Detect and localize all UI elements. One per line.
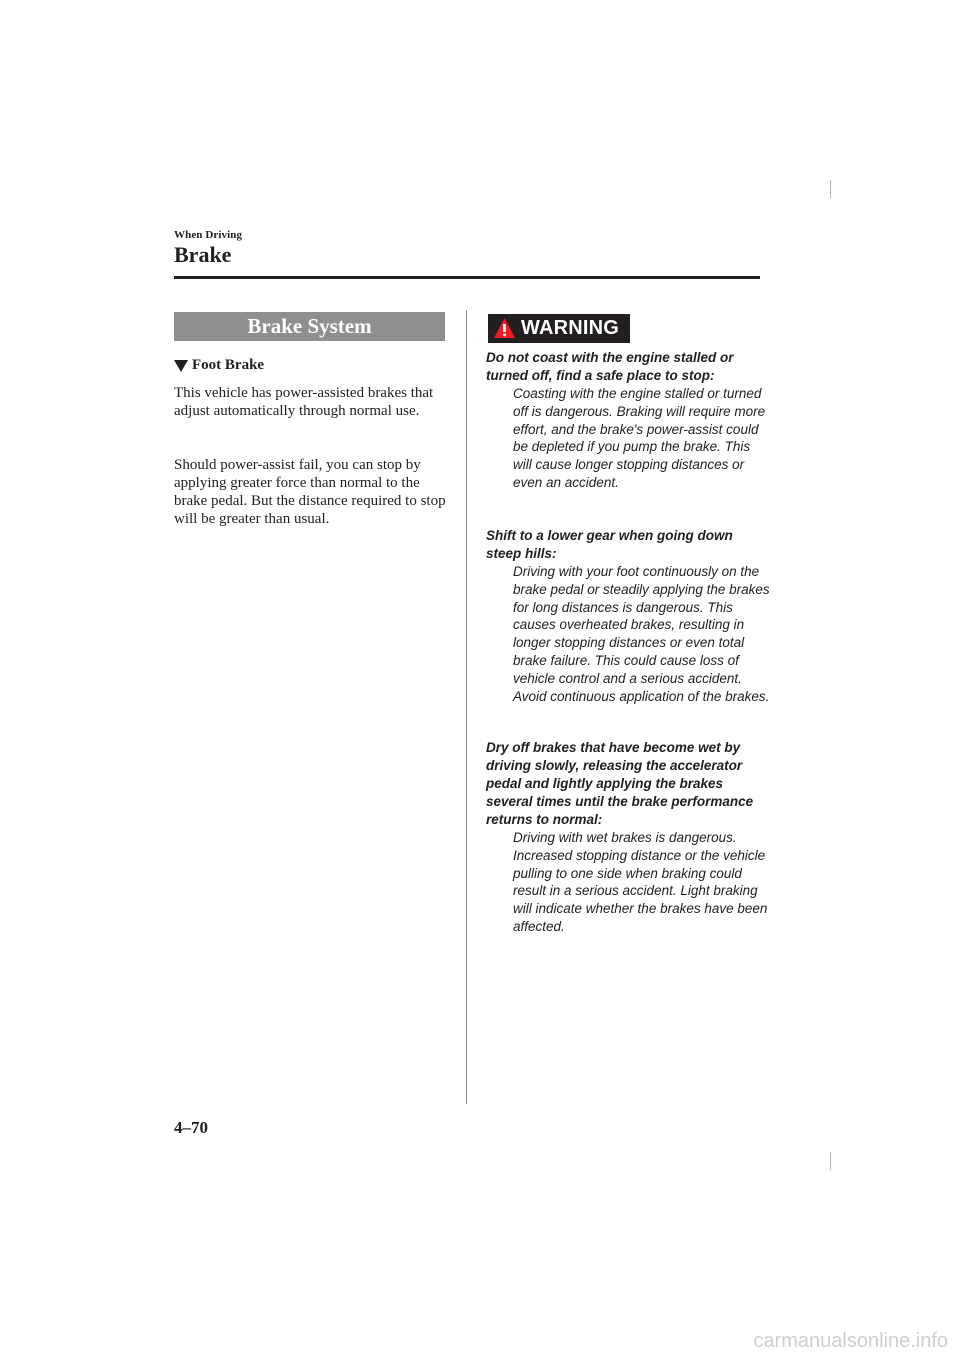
warning-label: WARNING: [521, 317, 620, 339]
heading-rule: [174, 276, 760, 279]
warning-item-title: Shift to a lower gear when going down steep hills:: [486, 528, 733, 561]
body-paragraph: This vehicle has power-assisted brakes that adjust automatically through normal use.: [174, 385, 434, 419]
watermark: carmanualsonline.info: [753, 1330, 948, 1352]
body-paragraph: Should power-assist fail, you can stop by applying greater force than normal to the brake pedal. But the distance required to stop will be greater than usual.: [174, 457, 446, 527]
warning-item-title: Do not coast with the engine stalled or turned off, find a safe place to stop:: [486, 350, 734, 383]
section-title-bar: Brake System: [174, 312, 445, 341]
subheading-text: Foot Brake: [192, 357, 265, 373]
crop-mark-top: [830, 180, 831, 198]
warning-badge: [488, 314, 630, 343]
crop-mark-bottom: [830, 1152, 831, 1170]
page-heading: Brake: [174, 242, 232, 267]
warning-item: [486, 349, 771, 492]
page-number: 4–70: [174, 1118, 208, 1137]
warning-item-title: Dry off brakes that have become wet by driving slowly, releasing the accelerator pedal and lightly applying the brakes several times until the brake performance returns to normal:: [486, 740, 754, 827]
column-divider: [466, 310, 467, 1104]
warning-triangle-icon: [493, 317, 516, 340]
warning-item-body: Coasting with the engine stalled or turned off is dangerous. Braking will require more effort, and the brake's power-assist could be depleted if you pump the brake. This will cause longer stopping distances or even an accident.: [513, 386, 766, 490]
warning-item-body: Driving with wet brakes is dangerous. Increased stopping distance or the vehicle pulling to one side when braking could result in a serious accident. Light braking will indicate whether the brakes have been affected.: [513, 830, 768, 934]
triangle-down-icon: [174, 360, 188, 372]
warning-item: [486, 527, 771, 705]
subheading: [174, 357, 264, 374]
warning-item-body: Driving with your foot continuously on the brake pedal or steadily applying the brakes for long distances is dangerous. This causes overheated brakes, resulting in longer stopping distances or even total brake failure. This could cause loss of vehicle control and a serious accident. Avoid continuous application of the brakes.: [513, 564, 770, 704]
warning-item: [486, 739, 771, 936]
section-label: When Driving: [174, 229, 243, 241]
